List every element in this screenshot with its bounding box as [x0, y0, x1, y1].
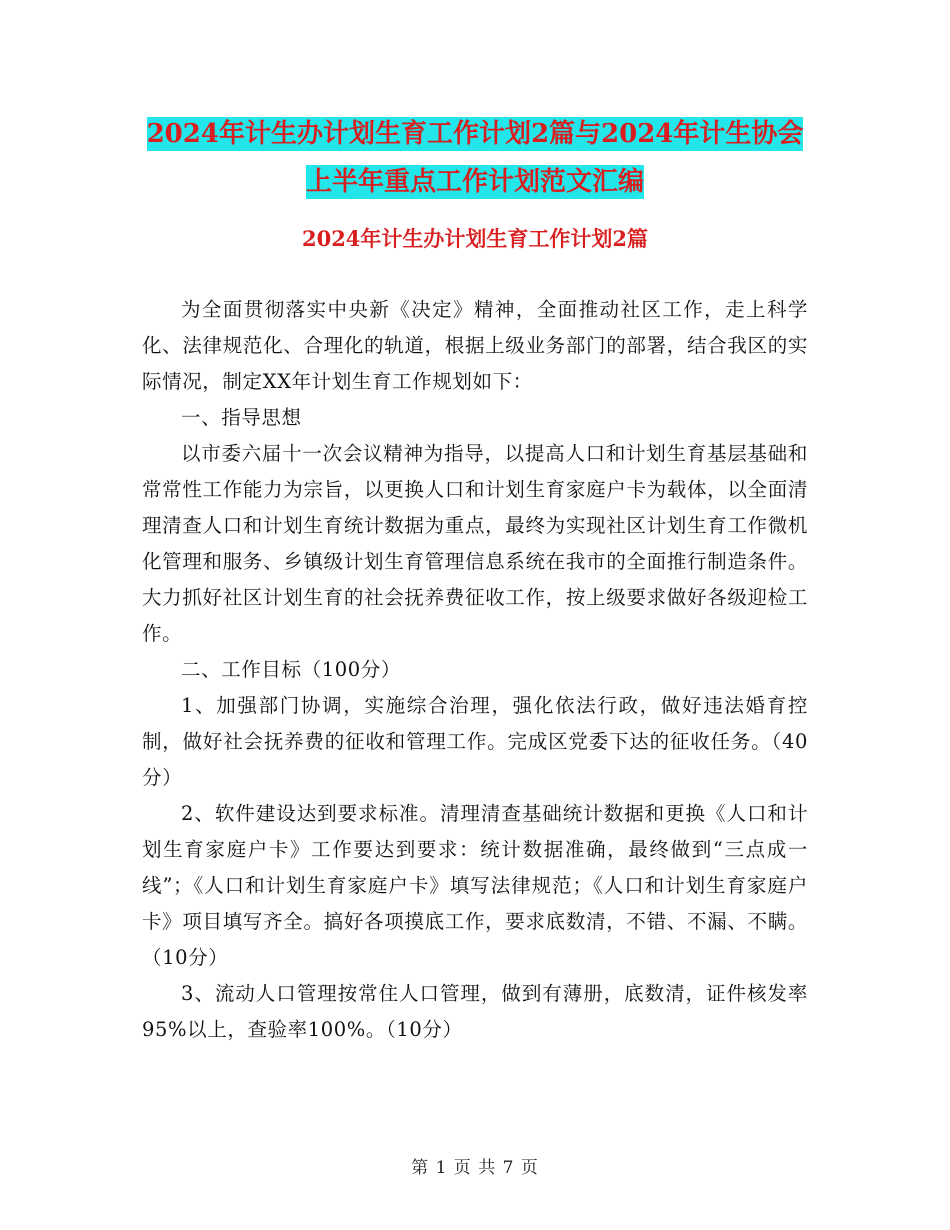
document-title-text: 2024年计生办计划生育工作计划2篇与2024年计生协会上半年重点工作计划范文汇编 — [146, 119, 804, 197]
document-body — [142, 292, 808, 1048]
paragraph-goal-1: 1、加强部门协调，实施综合治理，强化依法行政，做好违法婚育控制，做好社会抚养费的征收和管理工作。完成区党委下达的征收任务。（40分） — [142, 694, 808, 789]
document-title — [140, 110, 810, 206]
heading-work-goals: 二、工作目标（100分） — [181, 658, 401, 681]
page-number-footer: 第 1 页 共 7 页 — [411, 1158, 539, 1178]
section-title: 2024年计生办计划生育工作计划2篇 — [301, 226, 649, 251]
paragraph-intro: 为全面贯彻落实中央新《决定》精神，全面推动社区工作，走上科学化、法律规范化、合理化的轨道，根据上级业务部门的部署，结合我区的实际情况，制定XX年计划生育工作规划如下： — [142, 298, 808, 393]
heading-guiding-ideology: 一、指导思想 — [181, 406, 302, 429]
paragraph-goal-2: 2、软件建设达到要求标准。清理清查基础统计数据和更换《人口和计划生育家庭户卡》工作要达到要求：统计数据准确，最终做到“三点成一线”；《人口和计划生育家庭户卡》填写法律规范；《人口和计划生育家庭户卡》项目填写齐全。搞好各项摸底工作，要求底数清，不错、不漏、不瞒。（10分） — [142, 802, 808, 969]
paragraph-guiding-ideology: 以市委六届十一次会议精神为指导，以提高人口和计划生育基层基础和常常性工作能力为宗旨，以更换人口和计划生育家庭户卡为载体，以全面清理清查人口和计划生育统计数据为重点，最终为实现社区计划生育工作微机化管理和服务、乡镇级计划生育管理信息系统在我市的全面推行制造条件。大力抓好社区计划生育的社会抚养费征收工作，按上级要求做好各级迎检工作。 — [142, 442, 808, 645]
paragraph-goal-3: 3、流动人口管理按常住人口管理，做到有薄册，底数清，证件核发率95%以上，查验率100%。（10分） — [142, 982, 808, 1041]
